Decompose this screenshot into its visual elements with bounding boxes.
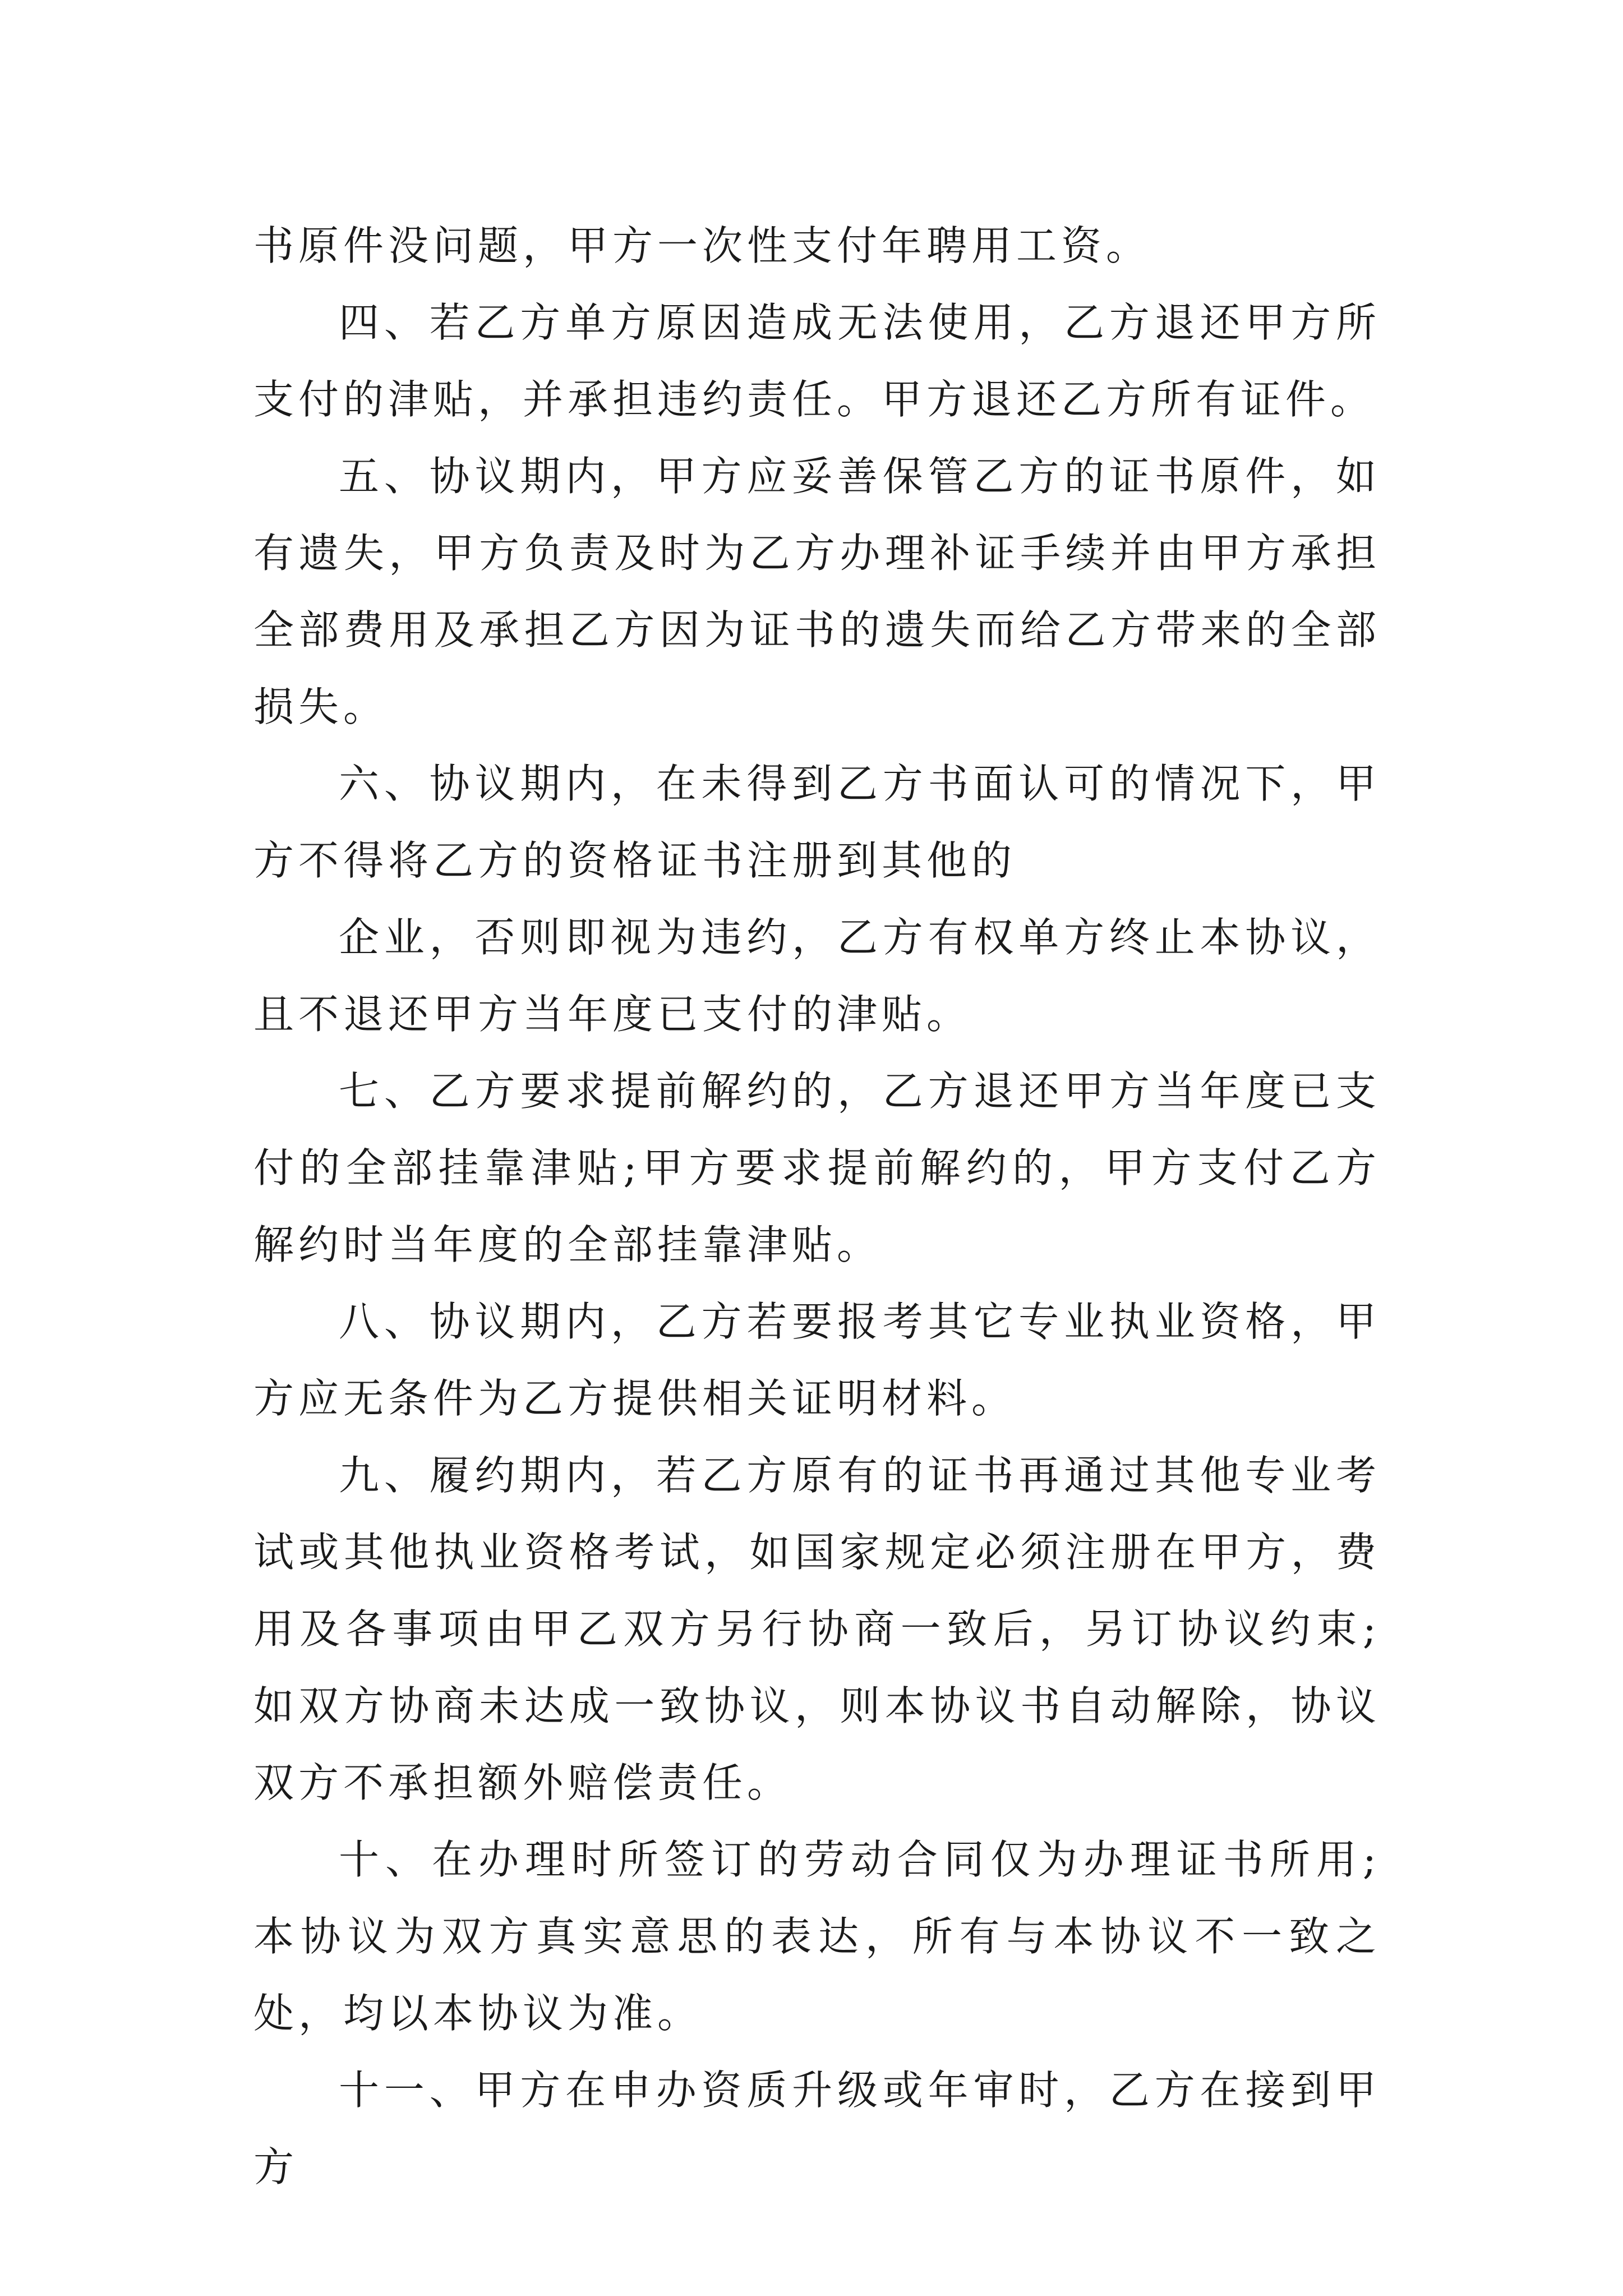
- clause-5: 五、协议期内，甲方应妥善保管乙方的证书原件，如有遗失，甲方负责及时为乙方办理补证手续并由甲方承担全部费用及承担乙方因为证书的遗失而给乙方带来的全部损失。: [253, 453, 1381, 730]
- clause-6-part-1: 六、协议期内，在未得到乙方书面认可的情况下，甲方不得将乙方的资格证书注册到其他的: [253, 760, 1381, 884]
- document-body: [253, 208, 1381, 2206]
- clause-11: 十一、甲方在申办资质升级或年审时，乙方在接到甲方: [253, 2067, 1381, 2191]
- clause-9: 九、履约期内，若乙方原有的证书再通过其他专业考试或其他执业资格考试，如国家规定必须注册在甲方，费用及各事项由甲乙双方另行协商一致后，另订协议约束;如双方协商未达成一致协议，则本协议书自动解除，协议双方不承担额外赔偿责任。: [253, 1452, 1381, 1806]
- clause-10: 十、在办理时所签订的劳动合同仅为办理证书所用;本协议为双方真实意思的表达，所有与本协议不一致之处，均以本协议为准。: [253, 1836, 1381, 2037]
- clause-7: 七、乙方要求提前解约的，乙方退还甲方当年度已支付的全部挂靠津贴;甲方要求提前解约的，甲方支付乙方解约时当年度的全部挂靠津贴。: [253, 1068, 1381, 1268]
- clause-8: 八、协议期内，乙方若要报考其它专业执业资格，甲方应无条件为乙方提供相关证明材料。: [253, 1298, 1381, 1422]
- clause-4: 四、若乙方单方原因造成无法使用，乙方退还甲方所支付的津贴，并承担违约责任。甲方退还乙方所有证件。: [253, 299, 1381, 423]
- clause-6-part-2: 企业，否则即视为违约，乙方有权单方终止本协议，且不退还甲方当年度已支付的津贴。: [253, 914, 1381, 1038]
- paragraph-continuation: 书原件没问题，甲方一次性支付年聘用工资。: [253, 222, 1151, 269]
